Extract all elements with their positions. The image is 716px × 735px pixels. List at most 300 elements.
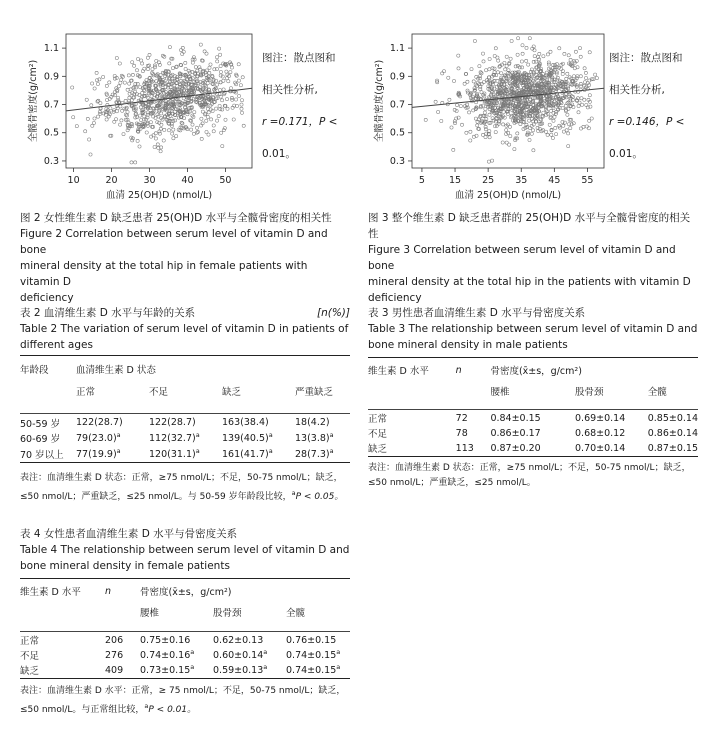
data-point	[118, 62, 121, 65]
header-cell: 维生素 D 水平	[368, 366, 429, 377]
figure-2-note-line: r =0.171，P <	[262, 116, 338, 128]
data-point	[146, 68, 149, 71]
data-point	[558, 47, 561, 50]
figure-2-note-line: 0.01。	[262, 148, 296, 160]
figure-2-note	[262, 34, 337, 178]
data-point	[562, 124, 565, 127]
data-point	[553, 115, 556, 118]
table-row	[368, 410, 698, 427]
table-2-note	[20, 471, 355, 505]
cell: 0.84±0.15	[490, 412, 541, 424]
data-point	[229, 71, 232, 74]
figure-2-note-line: 图注：散点图和	[262, 52, 336, 64]
figure-3-note-line: 0.01。	[609, 148, 643, 160]
data-point	[242, 124, 245, 127]
data-point	[546, 53, 549, 56]
data-point	[145, 131, 148, 134]
note-line: P < 0.01。	[148, 705, 197, 715]
data-point	[209, 63, 212, 66]
y-tick-label: 0.9	[389, 71, 405, 83]
data-point	[184, 67, 187, 70]
cell: 79(23.0)	[76, 433, 117, 445]
data-point	[584, 71, 587, 74]
data-point	[225, 77, 228, 80]
data-point	[136, 82, 139, 85]
superscript: a	[144, 702, 149, 710]
data-point	[241, 76, 244, 79]
data-point	[542, 55, 545, 58]
row-label: 正常	[20, 636, 40, 647]
cell: 0.87±0.20	[490, 442, 541, 454]
data-point	[181, 52, 184, 55]
data-point	[84, 130, 87, 133]
data-point	[191, 61, 194, 64]
data-point	[121, 109, 124, 112]
data-point	[212, 130, 215, 133]
table-title-line: 表 4 女性患者血清维生素 D 水平与骨密度关系	[20, 528, 238, 540]
data-point	[160, 112, 163, 115]
data-point	[505, 64, 508, 67]
data-point	[579, 75, 582, 78]
note-line: P < 0.05。	[295, 492, 344, 502]
cell: 0.60±0.14	[213, 650, 264, 662]
cell: 28(7.3)	[295, 449, 330, 461]
data-point	[497, 122, 500, 125]
row-label: 50-59 岁	[20, 418, 61, 430]
data-point	[473, 39, 476, 42]
header-cell: 骨密度(x̄±s，g/cm²)	[140, 587, 232, 598]
data-point	[491, 67, 494, 70]
data-point	[163, 128, 166, 131]
cell: 122(28.7)	[76, 417, 123, 428]
data-point	[102, 75, 105, 78]
data-point	[184, 61, 187, 64]
data-point	[207, 111, 210, 114]
y-tick-label: 0.9	[43, 71, 59, 83]
data-point	[181, 46, 184, 49]
data-point	[119, 123, 122, 126]
data-point	[437, 110, 440, 113]
data-point	[232, 118, 235, 121]
header-cell: 腰椎	[140, 608, 160, 619]
superscript: a	[268, 446, 273, 455]
data-point	[222, 88, 225, 91]
data-point	[205, 119, 208, 122]
cell: 0.76±0.15	[286, 634, 337, 646]
data-point	[520, 60, 523, 63]
cell: 0.87±0.15	[647, 442, 698, 454]
data-point	[567, 145, 570, 148]
data-point	[141, 62, 144, 65]
superscript: a	[329, 446, 334, 455]
data-point	[500, 72, 503, 75]
x-axis-label: 血清 25(OH)D (nmol/L)	[454, 190, 562, 201]
data-point	[530, 132, 533, 135]
data-point	[131, 61, 134, 64]
data-point	[499, 87, 502, 90]
x-tick-label: 30	[143, 175, 156, 186]
data-point	[162, 139, 165, 142]
note-line: ≤50 nmol/L。与正常组比较，	[20, 705, 145, 715]
cell: 0.69±0.14	[575, 412, 626, 424]
data-point	[205, 52, 208, 55]
header-cell: 全髋	[647, 387, 667, 398]
data-point	[143, 115, 146, 118]
data-point	[588, 51, 591, 54]
data-point	[113, 120, 116, 123]
data-point	[555, 133, 558, 136]
data-point	[466, 80, 469, 83]
caption-line: 性	[368, 228, 379, 240]
data-point	[159, 150, 162, 153]
data-point	[505, 55, 508, 58]
data-point	[482, 60, 485, 63]
data-point	[93, 87, 96, 90]
header-cell: 股骨颈	[575, 387, 604, 398]
data-point	[481, 52, 484, 55]
data-point	[508, 143, 511, 146]
cell: 0.86±0.14	[647, 427, 698, 439]
data-point	[469, 139, 472, 142]
row-label: 70 岁以上	[20, 449, 64, 461]
header-cell: 正常	[76, 387, 96, 398]
data-point	[537, 129, 540, 132]
figure-3-note	[609, 34, 684, 178]
data-point	[459, 105, 462, 108]
header-cell: 缺乏	[222, 387, 242, 398]
data-point	[478, 65, 481, 68]
y-axis-label: 全髋骨密度(g/cm²)	[28, 59, 39, 143]
cell: 0.70±0.14	[575, 442, 626, 454]
superscript: a	[336, 663, 341, 672]
cell: 113	[455, 442, 474, 454]
data-point	[230, 66, 233, 69]
data-point	[225, 70, 228, 73]
data-point	[159, 127, 162, 130]
data-point	[587, 127, 590, 130]
data-point	[536, 126, 539, 129]
data-point	[500, 76, 503, 79]
data-point	[554, 126, 557, 129]
data-point	[124, 99, 127, 102]
data-points	[424, 37, 598, 164]
table-3	[368, 357, 698, 457]
data-point	[521, 52, 524, 55]
data-point	[498, 65, 501, 68]
data-point	[218, 104, 221, 107]
superscript: a	[190, 663, 195, 672]
data-point	[552, 119, 555, 122]
data-point	[582, 125, 585, 128]
data-point	[472, 80, 475, 83]
data-point	[465, 131, 468, 134]
data-point	[200, 137, 203, 140]
data-point	[95, 71, 98, 74]
y-tick-label: 0.7	[389, 99, 405, 111]
data-point	[496, 71, 499, 74]
data-point	[91, 124, 94, 127]
data-point	[208, 71, 211, 74]
data-point	[88, 138, 91, 141]
table-row	[20, 648, 350, 662]
data-point	[133, 64, 136, 67]
data-point	[521, 44, 524, 47]
data-point	[463, 82, 466, 85]
data-point	[90, 104, 93, 107]
row-label: 缺乏	[20, 666, 40, 677]
cell: 276	[105, 649, 124, 661]
data-point	[450, 126, 453, 129]
data-point	[565, 77, 568, 80]
cell: 0.86±0.17	[490, 427, 541, 439]
table-4	[20, 578, 350, 679]
data-point	[138, 114, 141, 117]
data-point	[129, 88, 132, 91]
data-point	[113, 94, 116, 97]
data-point	[190, 128, 193, 131]
data-point	[516, 53, 519, 56]
superscript: a	[291, 489, 296, 497]
data-point	[549, 50, 552, 53]
superscript: a	[329, 431, 334, 440]
header-cell: 维生素 D 水平	[20, 587, 81, 598]
cell: 161(41.7)	[222, 449, 269, 461]
caption-line: deficiency	[20, 292, 74, 304]
table-title-line: Table 2 The variation of serum level of vitamin D in patients of	[20, 323, 349, 335]
data-point	[154, 137, 157, 140]
data-point	[584, 76, 587, 79]
data-point	[115, 56, 118, 59]
table-title-line: bone mineral density in male patients	[368, 339, 568, 351]
data-point	[470, 68, 473, 71]
data-point	[441, 72, 444, 75]
data-point	[237, 79, 240, 82]
data-point	[572, 75, 575, 78]
data-point	[225, 98, 228, 101]
header-cell: 股骨颈	[213, 608, 242, 619]
data-point	[576, 75, 579, 78]
note-line: 表注：血清维生素 D 水平：正常，≥ 75 nmol/L；不足，50-75 nmol/L；缺乏，	[20, 686, 346, 696]
x-tick-label: 20	[105, 175, 118, 186]
data-point	[578, 47, 581, 50]
data-point	[105, 92, 108, 95]
data-point	[516, 132, 519, 135]
cell: 0.74±0.15	[286, 665, 337, 677]
table-row	[20, 431, 350, 445]
data-point	[153, 145, 156, 148]
data-point	[230, 96, 233, 99]
data-point	[193, 111, 196, 114]
data-point	[509, 135, 512, 138]
data-point	[150, 95, 153, 98]
data-point	[120, 78, 123, 81]
data-point	[577, 111, 580, 114]
data-point	[221, 108, 224, 111]
data-point	[89, 153, 92, 156]
data-point	[502, 123, 505, 126]
data-point	[548, 123, 551, 126]
data-point	[221, 99, 224, 102]
data-point	[594, 73, 597, 76]
data-point	[167, 129, 170, 132]
header-cell: 骨密度(x̄±s，g/cm²)	[490, 366, 582, 377]
y-tick-label: 1.1	[43, 43, 59, 55]
data-point	[219, 53, 222, 56]
superscript: a	[268, 431, 273, 440]
data-point	[480, 82, 483, 85]
x-tick-label: 40	[181, 175, 194, 186]
data-point	[105, 118, 108, 121]
data-point	[440, 119, 443, 122]
data-point	[180, 121, 183, 124]
y-tick-label: 0.5	[389, 127, 405, 139]
data-point	[588, 94, 591, 97]
data-point	[529, 127, 532, 130]
data-point	[91, 82, 94, 85]
data-point	[171, 132, 174, 135]
data-point	[564, 104, 567, 107]
cell: 0.62±0.13	[213, 634, 264, 646]
data-point	[514, 65, 517, 68]
data-point	[224, 118, 227, 121]
data-point	[590, 117, 593, 120]
data-point	[208, 66, 211, 69]
data-point	[172, 137, 175, 140]
data-point	[493, 54, 496, 57]
data-point	[216, 119, 219, 122]
data-point	[528, 138, 531, 141]
data-point	[130, 161, 133, 164]
table-title-line: 表 3 男性患者血清维生素 D 水平与骨密度关系	[368, 307, 586, 319]
table-row	[20, 414, 350, 432]
data-point	[566, 72, 569, 75]
data-point	[96, 82, 99, 85]
y-tick-label: 1.1	[389, 43, 405, 55]
data-point	[140, 119, 143, 122]
data-point	[447, 76, 450, 79]
data-point	[141, 70, 144, 73]
y-tick-label: 0.7	[43, 99, 59, 111]
table-3-title	[368, 305, 703, 353]
data-point	[583, 98, 586, 101]
data-point	[456, 104, 459, 107]
cell: 13(3.8)	[295, 433, 330, 445]
data-point	[120, 119, 123, 122]
data-point	[234, 98, 237, 101]
data-point	[466, 89, 469, 92]
cell: 409	[105, 664, 124, 676]
header-cell: 血清维生素 D 状态	[76, 364, 156, 376]
data-point	[227, 80, 230, 83]
table-header-row	[20, 381, 350, 401]
data-point	[527, 63, 530, 66]
y-tick-label: 0.3	[389, 155, 405, 167]
data-point	[86, 117, 89, 120]
data-point	[206, 82, 209, 85]
table-row	[20, 445, 350, 463]
data-point	[534, 117, 537, 120]
superscript: a	[263, 648, 268, 657]
data-point	[199, 43, 202, 46]
data-point	[105, 98, 108, 101]
data-point	[469, 92, 472, 95]
cell: 0.75±0.16	[140, 634, 191, 646]
figure-3-note-line: r =0.146，P <	[609, 116, 685, 128]
table-header-row	[368, 358, 698, 383]
data-point	[566, 113, 569, 116]
table-4-note	[20, 684, 355, 718]
superscript: a	[263, 663, 268, 672]
cell: 120(31.1)	[149, 449, 196, 461]
data-point	[220, 131, 223, 134]
row-label: 不足	[368, 429, 388, 440]
data-point	[85, 98, 88, 101]
table-row	[20, 632, 350, 649]
data-point	[525, 123, 528, 126]
data-point	[229, 87, 232, 90]
data-point	[126, 88, 129, 91]
data-point	[168, 46, 171, 49]
data-point	[200, 117, 203, 120]
x-tick-label: 10	[67, 175, 80, 186]
table-title-line: Table 4 The relationship between serum level of vitamin D and	[20, 544, 350, 556]
data-point	[219, 81, 222, 84]
cell: 72	[455, 412, 468, 424]
data-point	[168, 62, 171, 65]
data-point	[509, 57, 512, 60]
header-cell: 全髋	[286, 608, 306, 619]
data-point	[424, 118, 427, 121]
data-point	[484, 128, 487, 131]
data-point	[237, 94, 240, 97]
data-point	[195, 131, 198, 134]
data-point	[122, 133, 125, 136]
data-point	[131, 73, 134, 76]
data-point	[525, 59, 528, 62]
data-point	[457, 67, 460, 70]
caption-line: Figure 2 Correlation between serum level of vitamin D and bone	[20, 228, 328, 256]
data-point	[175, 135, 178, 138]
data-point	[567, 132, 570, 135]
cell: 0.73±0.15	[140, 665, 191, 677]
data-point	[457, 54, 460, 57]
data-point	[75, 125, 78, 128]
note-line: ≤50 nmol/L；严重缺乏，≤25 nmol/L。	[368, 478, 536, 488]
data-point	[96, 100, 99, 103]
data-point	[240, 103, 243, 106]
table-2-unit: [n(%)]	[316, 307, 350, 319]
table-3-note	[368, 461, 708, 491]
header-cell: 年龄段	[20, 364, 49, 376]
data-point	[494, 131, 497, 134]
data-point	[476, 124, 479, 127]
data-point	[562, 130, 565, 133]
data-point	[469, 130, 472, 133]
data-point	[156, 121, 159, 124]
data-point	[551, 136, 554, 139]
table-header-row	[20, 603, 350, 621]
table-row	[368, 440, 698, 457]
data-point	[525, 46, 528, 49]
cell: 0.85±0.14	[647, 412, 698, 424]
data-point	[195, 126, 198, 129]
table-title-line: different ages	[20, 339, 93, 351]
x-tick-label: 25	[482, 175, 495, 186]
cell: 0.59±0.13	[213, 665, 264, 677]
superscript: a	[116, 431, 121, 440]
data-point	[585, 103, 588, 106]
cell: 0.68±0.12	[575, 427, 626, 439]
